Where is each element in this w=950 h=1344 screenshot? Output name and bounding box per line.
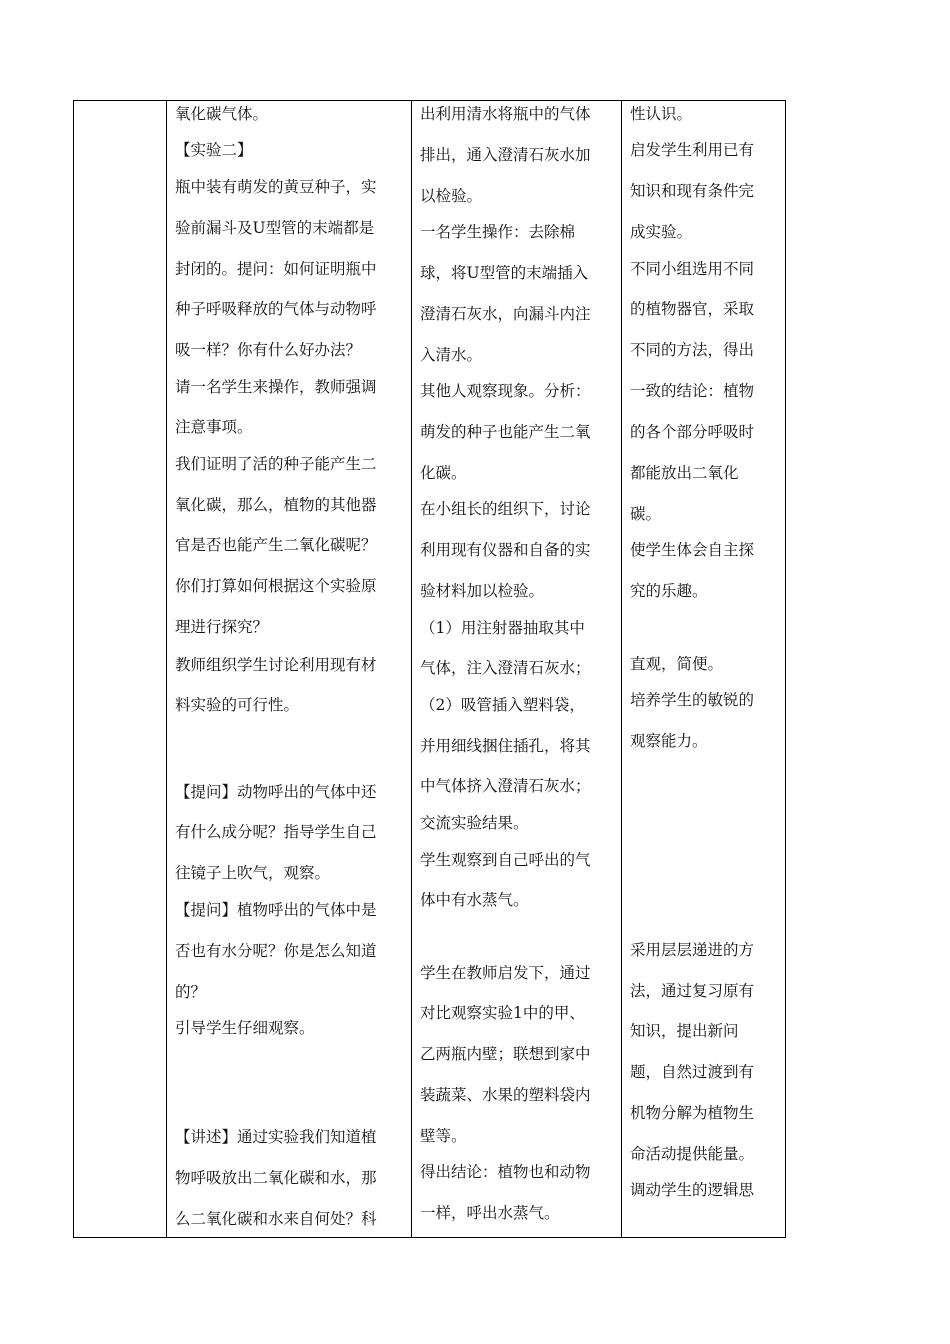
teacher-text-line: 【讲述】通过实验我们知道植 (175, 1128, 377, 1146)
intent-text-line: 知识和现有条件完 (630, 182, 755, 200)
student-text-line: 入清水。 (420, 346, 483, 364)
student-text-line: 化碳。 (420, 464, 467, 482)
student-text-line: （1）用注射器抽取其中 (420, 619, 585, 637)
column-divider (411, 101, 412, 1237)
intent-text-line: 究的乐趣。 (630, 582, 708, 600)
intent-text-line: 采用层层递进的方 (630, 941, 755, 959)
intent-text-line: 都能放出二氧化 (630, 464, 739, 482)
student-text-line: 澄清石灰水，向漏斗内注 (420, 305, 591, 323)
lesson-plan-table (73, 100, 786, 1238)
student-text-line: 萌发的种子也能产生二氧 (420, 423, 591, 441)
teacher-text-line: 往镜子上吹气，观察。 (175, 864, 331, 882)
student-text-line: 中气体挤入澄清石灰水； (420, 777, 591, 795)
student-text-line: 其他人观察现象。分析： (420, 382, 591, 400)
teacher-text-line: 物呼吸放出二氧化碳和水，那 (175, 1169, 377, 1187)
column-divider (166, 101, 167, 1237)
intent-text-line: 碳。 (630, 505, 662, 523)
teacher-text-line: 氧化碳，那么，植物的其他器 (175, 496, 377, 514)
teacher-text-line: 官是否也能产生二氧化碳呢？ (175, 536, 377, 554)
teacher-text-line: 【实验二】 (175, 141, 253, 159)
intent-text-line: 不同的方法，得出 (630, 341, 755, 359)
student-text-line: 利用现有仪器和自备的实 (420, 541, 591, 559)
teacher-text-line: 引导学生仔细观察。 (175, 1019, 315, 1037)
intent-text-line: 知识，提出新问 (630, 1022, 739, 1040)
student-text-line: 交流实验结果。 (420, 814, 529, 832)
intent-text-line: 使学生体会自主探 (630, 541, 755, 559)
student-text-line: 对比观察实验1中的甲、 (420, 1004, 585, 1022)
intent-text-line: 成实验。 (630, 223, 693, 241)
intent-text-line: 机物分解为植物生 (630, 1104, 755, 1122)
intent-text-line: 观察能力。 (630, 732, 708, 750)
teacher-text-line: 否也有水分呢？你是怎么知道 (175, 942, 377, 960)
intent-text-line: 题，自然过渡到有 (630, 1063, 755, 1081)
teacher-text-line: 【提问】动物呼出的气体中还 (175, 783, 377, 801)
student-text-line: 以检验。 (420, 187, 483, 205)
student-text-line: 气体，注入澄清石灰水； (420, 659, 591, 677)
teacher-text-line: 有什么成分呢？指导学生自己 (175, 823, 377, 841)
intent-text-line: 命活动提供能量。 (630, 1145, 755, 1163)
intent-text-line: 调动学生的逻辑思 (630, 1181, 755, 1199)
student-text-line: 装蔬菜、水果的塑料袋内 (420, 1086, 591, 1104)
student-text-line: （2）吸管插入塑料袋， (420, 696, 585, 714)
student-text-line: 在小组长的组织下，讨论 (420, 500, 591, 518)
student-text-line: 出利用清水将瓶中的气体 (420, 105, 591, 123)
teacher-text-line: 瓶中装有萌发的黄豆种子，实 (175, 178, 377, 196)
teacher-text-line: 的？ (175, 983, 207, 1001)
student-text-line: 学生在教师启发下，通过 (420, 964, 591, 982)
teacher-text-line: 种子呼吸释放的气体与动物呼 (175, 300, 377, 318)
teacher-text-line: 我们证明了活的种子能产生二 (175, 455, 377, 473)
teacher-text-line: 请一名学生来操作，教师强调 (175, 378, 377, 396)
teacher-text-line: 教师组织学生讨论利用现有材 (175, 656, 377, 674)
teacher-text-line: 验前漏斗及U型管的末端都是 (175, 219, 375, 237)
teacher-text-line: 料实验的可行性。 (175, 696, 300, 714)
teacher-text-line: 注意事项。 (175, 418, 253, 436)
teacher-text-line: 你们打算如何根据这个实验原 (175, 577, 377, 595)
intent-text-line: 的各个部分呼吸时 (630, 423, 755, 441)
student-text-line: 一样，呼出水蒸气。 (420, 1204, 560, 1222)
student-text-line: 学生观察到自己呼出的气 (420, 851, 591, 869)
student-text-line: 一名学生操作：去除棉 (420, 223, 576, 241)
intent-text-line: 培养学生的敏锐的 (630, 691, 755, 709)
student-text-line: 壁等。 (420, 1127, 467, 1145)
student-text-line: 验材料加以检验。 (420, 582, 545, 600)
student-text-line: 排出，通入澄清石灰水加 (420, 146, 591, 164)
teacher-text-line: 理进行探究？ (175, 618, 269, 636)
intent-text-line: 直观，简便。 (630, 655, 724, 673)
teacher-text-line: 吸一样？你有什么好办法？ (175, 341, 362, 359)
intent-text-line: 法，通过复习原有 (630, 982, 755, 1000)
student-text-line: 并用细线捆住插孔，将其 (420, 737, 591, 755)
column-divider (621, 101, 622, 1237)
teacher-text-line: 氧化碳气体。 (175, 105, 269, 123)
intent-text-line: 一致的结论：植物 (630, 382, 755, 400)
intent-text-line: 性认识。 (630, 105, 693, 123)
student-text-line: 球，将U型管的末端插入 (420, 264, 589, 282)
teacher-text-line: 封闭的。提问：如何证明瓶中 (175, 260, 377, 278)
student-text-line: 乙两瓶内壁；联想到家中 (420, 1045, 591, 1063)
intent-text-line: 不同小组选用不同 (630, 260, 755, 278)
intent-text-line: 的植物器官，采取 (630, 300, 755, 318)
intent-text-line: 启发学生利用已有 (630, 141, 755, 159)
student-text-line: 得出结论：植物也和动物 (420, 1163, 591, 1181)
teacher-text-line: 【提问】植物呼出的气体中是 (175, 901, 377, 919)
student-text-line: 体中有水蒸气。 (420, 891, 529, 909)
teacher-text-line: 么二氧化碳和水来自何处？科 (175, 1210, 377, 1228)
